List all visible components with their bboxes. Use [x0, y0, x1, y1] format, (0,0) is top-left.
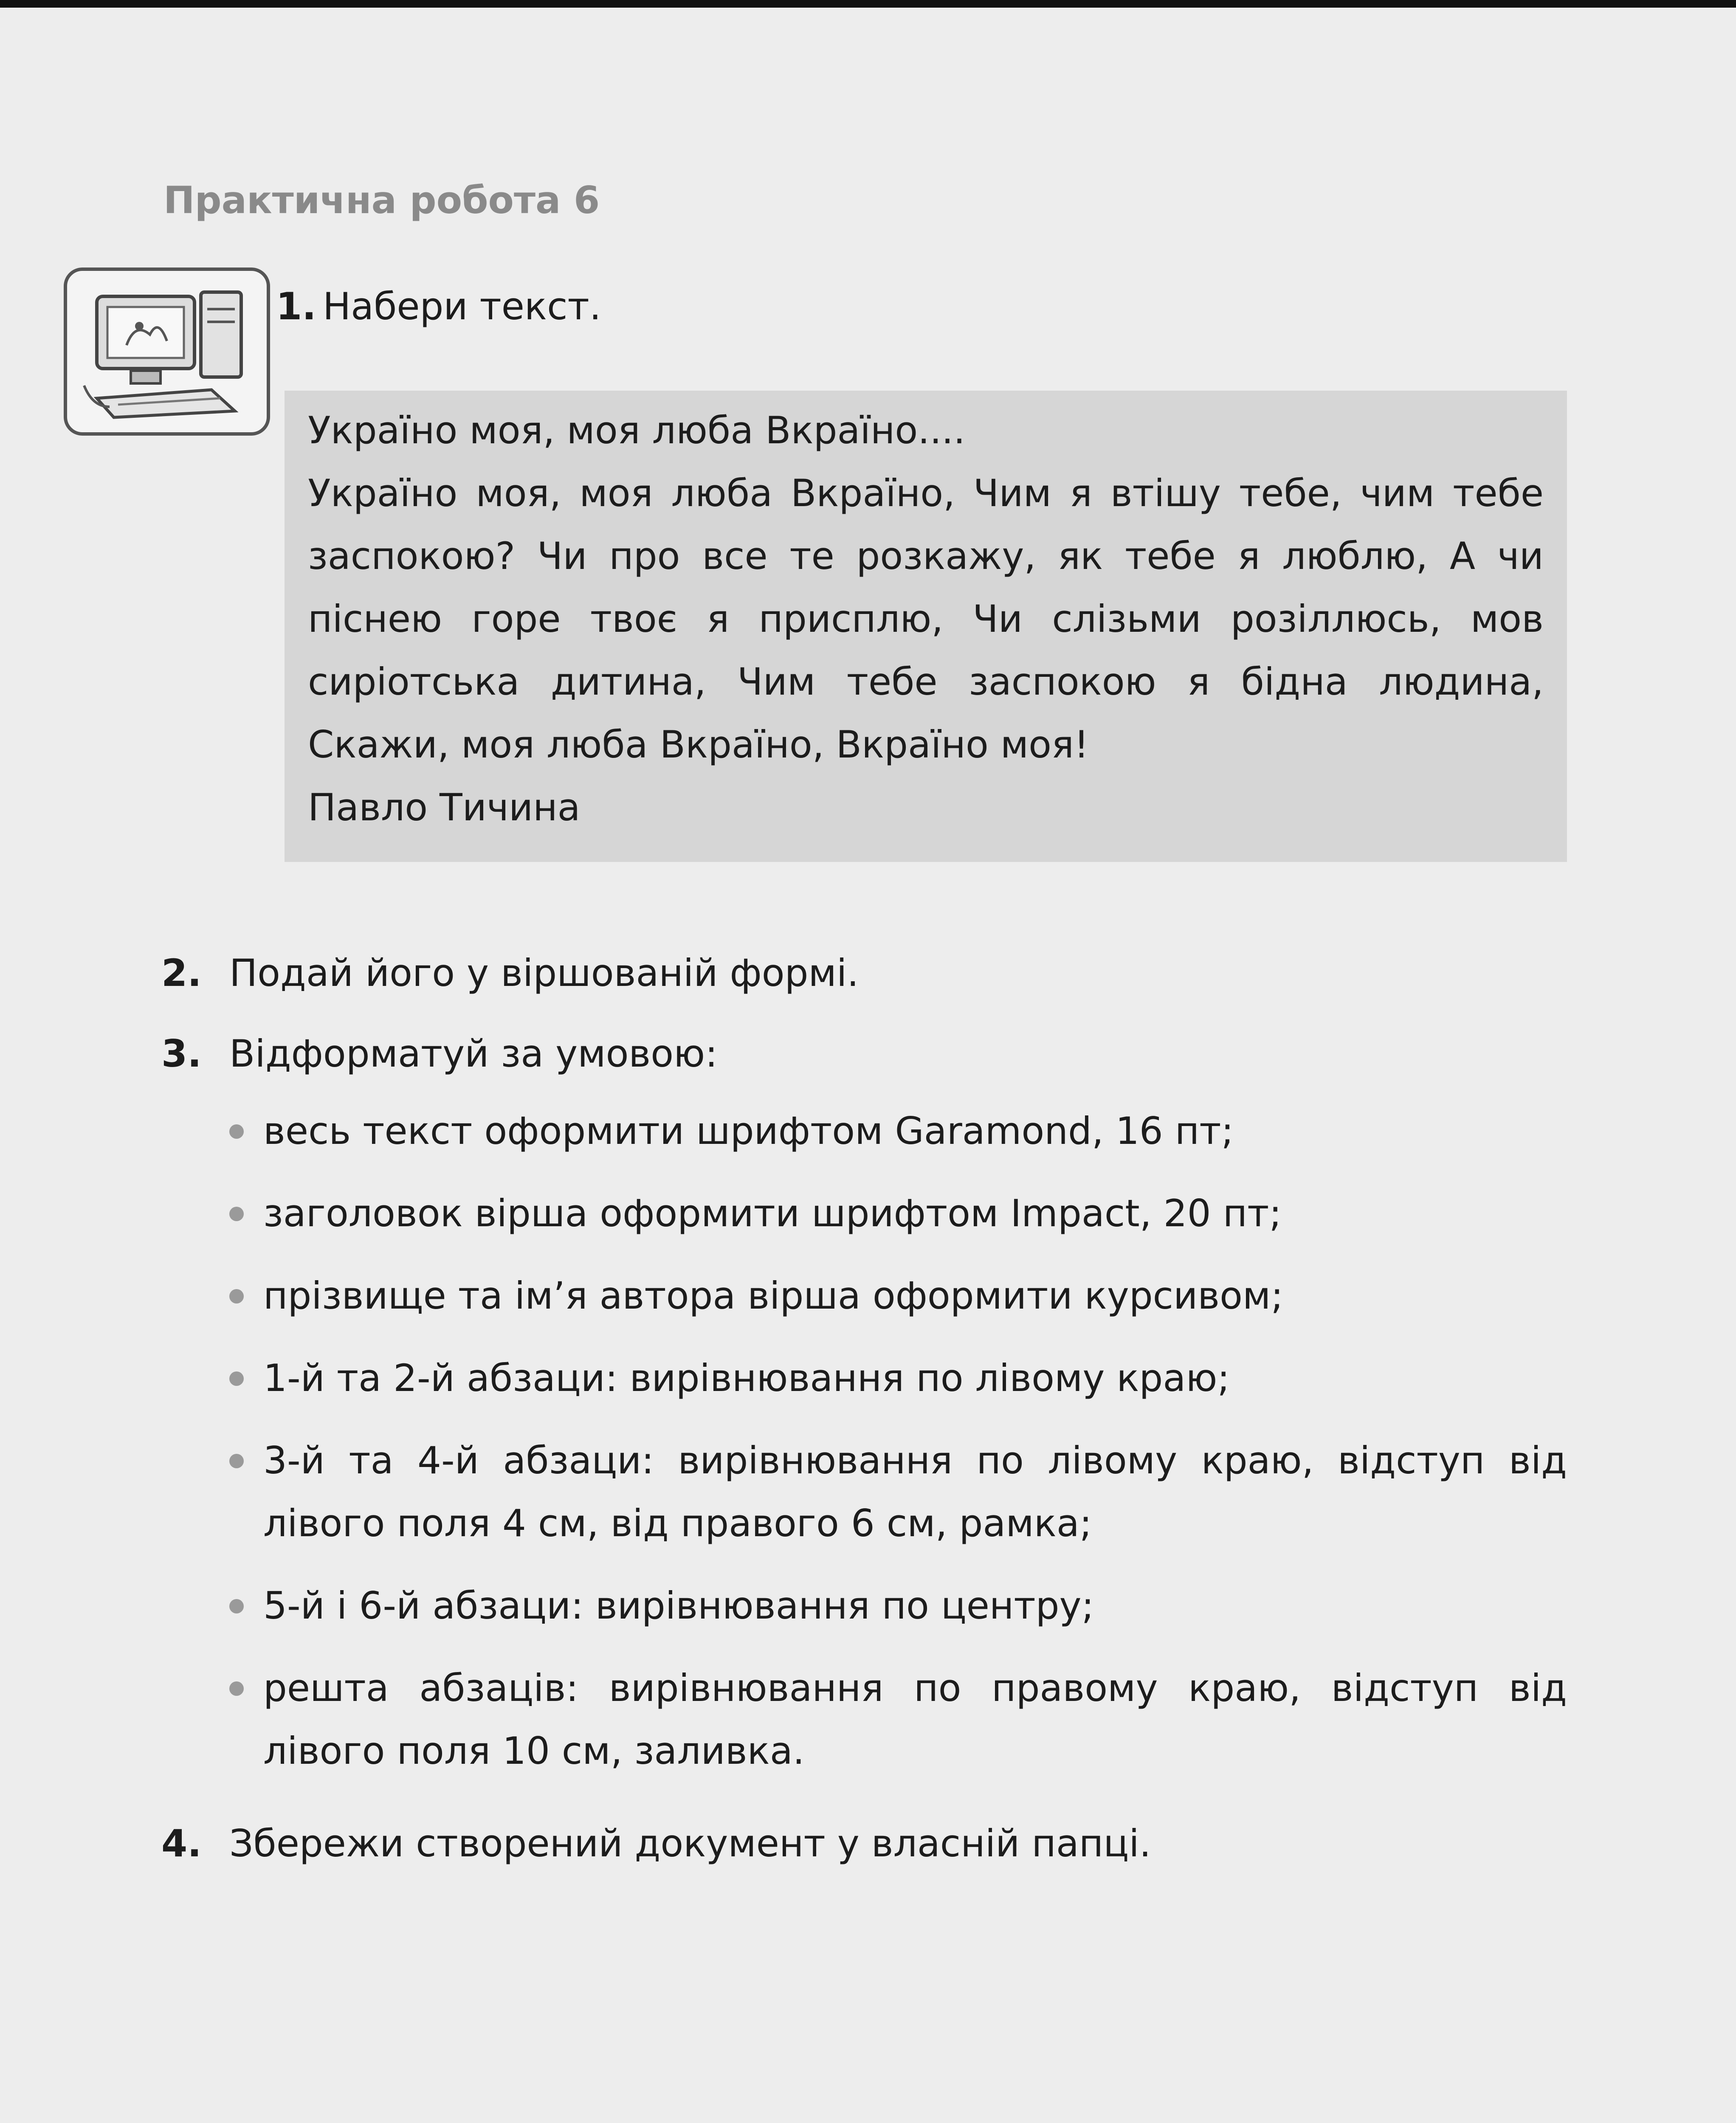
list-item: [221, 1100, 1567, 1163]
poem-box: [285, 391, 1567, 862]
bullet-icon: [229, 1681, 244, 1696]
task-1: [276, 284, 601, 328]
list-item: [221, 1347, 1567, 1410]
list-item: [221, 1429, 1567, 1555]
task-1-text: Набери текст.: [323, 284, 601, 328]
bullet-icon: [229, 1289, 244, 1304]
task-2: [161, 951, 859, 995]
task-3: [161, 1032, 718, 1076]
page-top-edge: [0, 0, 1736, 8]
bullet-icon: [229, 1124, 244, 1139]
list-item: [221, 1574, 1567, 1637]
bullet-icon: [229, 1371, 244, 1386]
task-2-text: Подай його у віршованій формі.: [229, 951, 859, 995]
condition-text: 1-й та 2-й абзаци: вирівнювання по лівому краю;: [263, 1356, 1230, 1400]
condition-text: 5-й і 6-й абзаци: вирівнювання по центру;: [263, 1584, 1094, 1627]
task-4-number: 4.: [161, 1822, 202, 1865]
task-4: [161, 1822, 1151, 1865]
task-1-number: 1.: [276, 284, 316, 328]
poem-author: Павло Тичина: [308, 786, 581, 829]
list-item: [221, 1264, 1567, 1327]
bullet-icon: [229, 1207, 244, 1221]
task-3-number: 3.: [161, 1032, 202, 1076]
section-title: Практична робота 6: [163, 178, 600, 222]
task-2-number: 2.: [161, 951, 202, 995]
poem-body: Україно моя, моя люба Вкраїно, Чим я втішу тебе, чим тебе заспокою? Чи про все те розкажу, як тебе я люблю, А чи піснею горе твоє я присплю, Чи слізьми розіллюсь, мов сиріотська дитина, Чим тебе заспокою я бідна людина, Скажи, моя люба Вкраїно, Вкраїно моя!: [308, 471, 1544, 766]
computer-icon: [64, 267, 270, 436]
condition-text: весь текст оформити шрифтом Garamond, 16 пт;: [263, 1109, 1234, 1153]
bullet-icon: [229, 1599, 244, 1613]
list-item: [221, 1182, 1567, 1245]
condition-text: 3-й та 4-й абзаци: вирівнювання по лівому краю, відступ від лівого поля 4 см, від правого 6 см, рамка;: [263, 1439, 1567, 1545]
task-4-text: Збережи створений документ у власній папці.: [229, 1822, 1151, 1865]
condition-text: прізвище та ім’я автора вірша оформити курсивом;: [263, 1274, 1283, 1318]
condition-text: решта абзаців: вирівнювання по правому краю, відступ від лівого поля 10 см, заливка.: [263, 1666, 1567, 1773]
condition-text: заголовок вірша оформити шрифтом Impact, 20 пт;: [263, 1191, 1282, 1235]
list-item: [221, 1657, 1567, 1782]
task-3-text: Відформатуй за умовою:: [229, 1032, 718, 1076]
bullet-icon: [229, 1454, 244, 1468]
poem-title: Україно моя, моя люба Вкраїно....: [308, 408, 966, 452]
condition-list: [221, 1100, 1567, 1802]
